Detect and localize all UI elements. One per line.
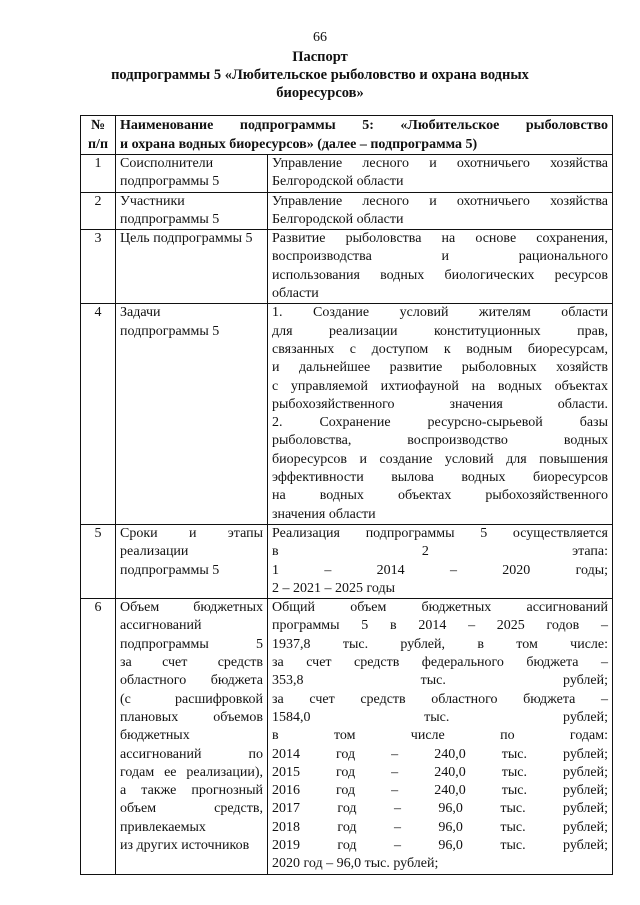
row-value-line: на водных объектах рыбохозяйственного xyxy=(272,488,608,504)
row-label-line: ассигнований по xyxy=(120,746,263,762)
title-line-1: Паспорт xyxy=(292,49,348,65)
row-value-line: 1 – 2014 – 2020 годы; xyxy=(272,562,608,578)
row-value-line: Управление лесного и охотничьего хозяйства xyxy=(272,156,608,171)
row-value-line: 2016 год – 240,0 тыс. рублей; xyxy=(272,783,608,799)
row-label-line: подпрограммы 5 xyxy=(120,562,220,578)
row-label-cell xyxy=(116,599,268,874)
row-number-cell: 2 xyxy=(81,192,116,230)
row-value-line: Управление лесного и охотничьего хозяйства xyxy=(272,193,608,209)
row-value-cell xyxy=(268,304,613,525)
row-value-line: 2014 год – 240,0 тыс. рублей; xyxy=(272,746,608,762)
row-label-line: объем средств, xyxy=(120,801,263,817)
row-label-line: а также прогнозный xyxy=(120,783,263,799)
row-label-line: подпрограммы 5 xyxy=(120,174,220,190)
row-value-line: воспроизводства и рационального xyxy=(272,249,608,265)
row-value-line: Реализация подпрограммы 5 осуществляется xyxy=(272,525,608,541)
row-value-line: 2015 год – 240,0 тыс. рублей; xyxy=(272,764,608,780)
row-label-line: Участники xyxy=(120,193,185,209)
row-value-line: области xyxy=(272,286,319,302)
row-value-line: Белгородской области xyxy=(272,211,404,227)
row-value-line: с управляемой ихтиофауной на водных объектах xyxy=(272,378,608,394)
row-label-line: привлекаемых xyxy=(120,819,206,835)
row-value-line: Развитие рыболовства на основе сохранения, xyxy=(272,231,608,247)
row-label-line: годам ее реализации), xyxy=(120,764,263,780)
row-label-line: областного бюджета xyxy=(120,673,263,689)
row-value-line: использования водных биологических ресурсов xyxy=(272,267,608,283)
row-value-line: 2017 год – 96,0 тыс. рублей; xyxy=(272,801,608,817)
header-name-cell xyxy=(116,116,613,155)
row-value-cell xyxy=(268,155,613,193)
row-label-line: Соисполнители xyxy=(120,156,214,171)
table-row xyxy=(81,524,613,598)
row-label-cell xyxy=(116,524,268,598)
header-name-line-1: Наименование подпрограммы 5: «Любительское рыболовство xyxy=(120,118,608,133)
row-label-line: за счет средств xyxy=(120,655,263,671)
row-label-line: ассигнований xyxy=(120,618,202,634)
row-label-line: (с расшифровкой xyxy=(120,691,263,707)
row-value-line: программы 5 в 2014 – 2025 годов – xyxy=(272,618,608,634)
row-value-line: значения области xyxy=(272,506,376,522)
row-label-line: подпрограммы 5 xyxy=(120,323,220,339)
table-header-row xyxy=(81,116,613,155)
row-number-cell: 4 xyxy=(81,304,116,525)
table-row xyxy=(81,192,613,230)
table-row xyxy=(81,230,613,304)
row-value-line: и дальнейшее развитие рыболовных хозяйств xyxy=(272,360,608,376)
page-number: 66 xyxy=(313,30,327,45)
row-value-line: 2. Сохранение ресурсно-сырьевой базы xyxy=(272,415,608,431)
row-number-cell: 1 xyxy=(81,155,116,193)
row-label-cell xyxy=(116,304,268,525)
row-value-line: в том числе по годам: xyxy=(272,728,608,744)
row-number-cell: 3 xyxy=(81,230,116,304)
row-value-line: за счет средств федерального бюджета – xyxy=(272,655,608,671)
row-label-line: подпрограммы 5 xyxy=(120,636,263,652)
row-label-line: плановых объемов xyxy=(120,709,263,725)
row-value-line: 2019 год – 96,0 тыс. рублей; xyxy=(272,837,608,853)
table-row xyxy=(81,155,613,193)
row-value-cell xyxy=(268,230,613,304)
row-value-line: связанных с доступом к водным биоресурсам, xyxy=(272,341,608,357)
row-label-line: из других источников xyxy=(120,837,250,853)
row-value-line: 1. Создание условий жителям области xyxy=(272,305,608,321)
row-label-line: Сроки и этапы xyxy=(120,525,263,541)
row-value-line: эффективности вылова водных биоресурсов xyxy=(272,470,608,486)
row-value-line: для реализации конституционных прав, xyxy=(272,323,608,339)
row-value-line: 1937,8 тыс. рублей, в том числе: xyxy=(272,636,608,652)
row-number-cell: 5 xyxy=(81,524,116,598)
row-value-line: рыбохозяйственного значения области. xyxy=(272,396,608,412)
row-value-line: рыболовства, воспроизводство водных xyxy=(272,433,608,449)
row-value-cell xyxy=(268,524,613,598)
row-value-line: Общий объем бюджетных ассигнований xyxy=(272,600,608,616)
row-number-cell: 6 xyxy=(81,599,116,874)
row-value-line: 2018 год – 96,0 тыс. рублей; xyxy=(272,819,608,835)
row-label-line: Цель подпрограммы 5 xyxy=(120,231,253,247)
row-value-line: 353,8 тыс. рублей; xyxy=(272,673,608,689)
row-value-line: 1584,0 тыс. рублей; xyxy=(272,709,608,725)
header-number-cell xyxy=(81,116,116,155)
row-label-line: подпрограммы 5 xyxy=(120,211,220,227)
row-value-line: Белгородской области xyxy=(272,174,404,190)
row-label-line: бюджетных xyxy=(120,728,190,744)
row-value-cell xyxy=(268,192,613,230)
document-title xyxy=(80,48,560,102)
row-value-line: 2 – 2021 – 2025 годы xyxy=(272,580,396,596)
title-line-2: подпрограммы 5 «Любительское рыболовство и охрана водных xyxy=(111,67,529,83)
row-value-cell xyxy=(268,599,613,874)
table-row xyxy=(81,304,613,525)
row-value-line: биоресурсов и создание условий для повышения xyxy=(272,451,608,467)
row-label-cell xyxy=(116,230,268,304)
row-label-cell xyxy=(116,155,268,193)
row-value-line: 2020 год – 96,0 тыс. рублей; xyxy=(272,856,439,872)
header-number-line-1: № xyxy=(90,118,106,133)
header-name-line-2: и охрана водных биоресурсов» (далее – подпрограмма 5) xyxy=(120,137,478,152)
header-number-line-2: п/п xyxy=(87,137,109,152)
row-value-line: за счет средств областного бюджета – xyxy=(272,691,608,707)
row-label-line: реализации xyxy=(120,544,189,560)
row-label-cell xyxy=(116,192,268,230)
passport-table xyxy=(80,115,613,875)
row-label-line: Задачи xyxy=(120,305,161,321)
row-label-line: Объем бюджетных xyxy=(120,600,263,616)
title-line-3: биоресурсов» xyxy=(276,85,364,101)
table-row xyxy=(81,599,613,874)
row-value-line: в 2 этапа: xyxy=(272,544,608,560)
